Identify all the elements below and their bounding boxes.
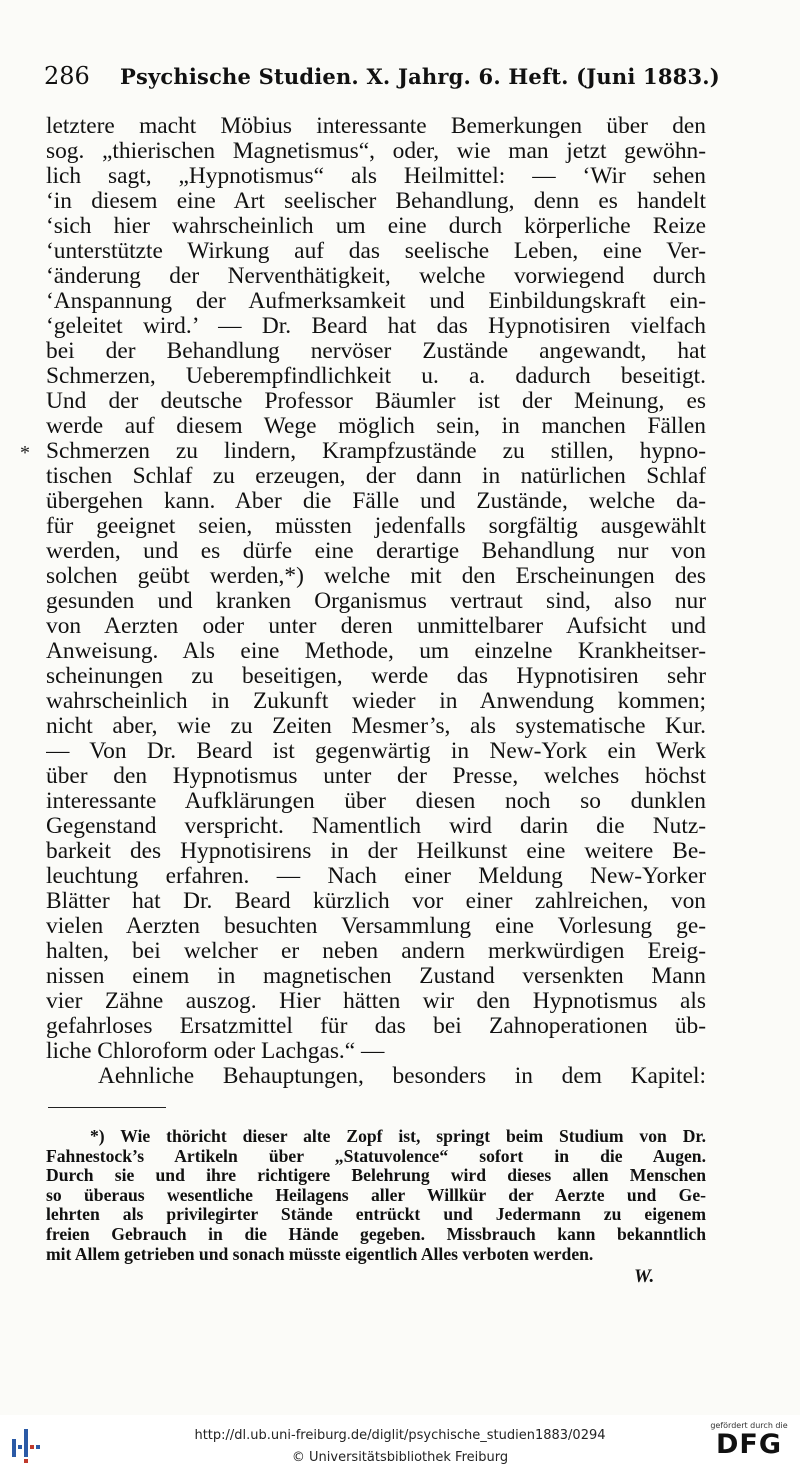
text-line: werden, und es dürfe eine derartige Behandlung nur von — [46, 539, 706, 564]
text-line: vier Zähne auszog. Hier hätten wir den Hypnotismus als — [46, 989, 706, 1014]
text-line: scheinungen zu beseitigen, werde das Hypnotisiren sehr — [46, 664, 706, 689]
text-line: Aehnliche Behauptungen, besonders in dem Kapitel: — [98, 1064, 706, 1089]
text-line: sog. „thierischen Magnetismus“, oder, wie man jetzt gewöhn- — [46, 139, 706, 164]
page-number: 286 — [44, 62, 90, 90]
footnote-rule — [48, 1107, 166, 1108]
text-line: ‘änderung der Nerventhätigkeit, welche vorwiegend durch — [46, 264, 706, 289]
dfg-logo — [706, 1421, 792, 1467]
permalink-url[interactable]: http://dl.ub.uni-freiburg.de/diglit/psychische_studien1883/0294 — [194, 1428, 606, 1443]
dfg-funding-label: gefördert durch die — [710, 1421, 788, 1430]
footnote-line: *) Wie thöricht dieser alte Zopf ist, springt beim Studium von Dr. — [90, 1127, 706, 1146]
text-line: ‘Anspannung der Aufmerksamkeit und Einbildungskraft ein- — [46, 289, 706, 314]
text-line: interessante Aufklärungen über diesen noch so dunklen — [46, 789, 706, 814]
text-line: Schmerzen zu lindern, Krampfzustände zu stillen, hypno- — [46, 439, 706, 464]
margin-mark: * — [20, 442, 30, 464]
text-line: werde auf diesem Wege möglich sein, in manchen Fällen — [46, 414, 706, 439]
text-line: barkeit des Hypnotisirens in der Heilkunst eine weitere Be- — [46, 839, 706, 864]
text-line: Schmerzen, Ueberempfindlichkeit u. a. dadurch beseitigt. — [46, 364, 706, 389]
main-text — [46, 114, 706, 1089]
text-line: Blätter hat Dr. Beard kürzlich vor einer zahlreichen, von — [46, 889, 706, 914]
footnote-line: mit Allem getrieben und sonach müsste eigentlich Alles verboten werden. — [46, 1244, 594, 1264]
text-line: halten, bei welcher er neben andern merkwürdigen Ereig- — [46, 939, 706, 964]
text-line: Anweisung. Als eine Methode, um einzelne Krankheitser- — [46, 639, 706, 664]
text-line: leuchtung erfahren. — Nach einer Meldung New-Yorker — [46, 864, 706, 889]
text-line: ‘geleitet wird.’ — Dr. Beard hat das Hypnotisiren vielfach — [46, 314, 706, 339]
text-line: von Aerzten oder unter deren unmittelbarer Aufsicht und — [46, 614, 706, 639]
text-line: für geeignet seien, müssten jedenfalls sorgfältig ausgewählt — [46, 514, 706, 539]
text-line: über den Hypnotismus unter der Presse, welches höchst — [46, 764, 706, 789]
footnote-line: lehrten als privilegirter Stände entrückt und Jedermann zu eigenem — [46, 1205, 706, 1225]
text-line: letztere macht Möbius interessante Bemerkungen über den — [46, 114, 706, 139]
text-line: solchen geübt werden,*) welche mit den Erscheinungen des — [46, 564, 706, 589]
footnote-signature: W. — [634, 1266, 655, 1287]
text-line: lich sagt, „Hypnotismus“ als Heilmittel: — ‘Wir sehen — [46, 164, 706, 189]
text-line: wahrscheinlich in Zukunft wieder in Anwendung kommen; — [46, 689, 706, 714]
viewer-footer — [0, 1415, 800, 1472]
text-line: gesunden und kranken Organismus vertraut sind, also nur — [46, 589, 706, 614]
text-line: liche Chloroform oder Lachgas.“ — — [46, 1039, 385, 1064]
text-line: gefahrloses Ersatzmittel für das bei Zahnoperationen üb- — [46, 1014, 706, 1039]
text-line: vielen Aerzten besuchten Versammlung eine Vorlesung ge- — [46, 914, 706, 939]
text-line: nissen einem in magnetischen Zustand versenkten Mann — [46, 964, 706, 989]
text-line: tischen Schlaf zu erzeugen, der dann in natürlichen Schlaf — [46, 464, 706, 489]
text-line: Gegenstand verspricht. Namentlich wird darin die Nutz- — [46, 814, 706, 839]
page-header — [40, 62, 740, 94]
footnote-line: Fahnestock’s Artikeln über „Statuvolence“ sofort in die Augen. — [46, 1146, 706, 1166]
copyright-notice: © Universitätsbibliothek Freiburg — [291, 1450, 509, 1465]
footnote — [46, 1127, 706, 1264]
text-line: nicht aber, wie zu Zeiten Mesmer’s, als systematische Kur. — [46, 714, 706, 739]
dfg-wordmark: DFG — [715, 1429, 783, 1460]
footnote-line: freien Gebrauch in die Hände gegeben. Missbrauch kann bekanntlich — [46, 1224, 706, 1244]
footnote-line: so überaus wesentliche Heilagens aller Willkür der Aerzte und Ge- — [46, 1185, 706, 1205]
text-line: Und der deutsche Professor Bäumler ist der Meinung, es — [46, 389, 706, 414]
text-line: — Von Dr. Beard ist gegenwärtig in New-York ein Werk — [46, 739, 706, 764]
text-line: übergehen kann. Aber die Fälle und Zustände, welche da- — [46, 489, 706, 514]
text-line: bei der Behandlung nervöser Zustände angewandt, hat — [46, 339, 706, 364]
text-line: ‘sich hier wahrscheinlich um eine durch körperliche Reize — [46, 214, 706, 239]
text-line: ‘unterstützte Wirkung auf das seelische Leben, eine Ver- — [46, 239, 706, 264]
running-title: Psychische Studien. X. Jahrg. 6. Heft. (Juni 1883.) — [120, 64, 720, 89]
footnote-line: Durch sie und ihre richtigere Belehrung wird dieses allen Menschen — [46, 1166, 706, 1186]
text-line: ‘in diesem eine Art seelischer Behandlung, denn es handelt — [46, 189, 706, 214]
